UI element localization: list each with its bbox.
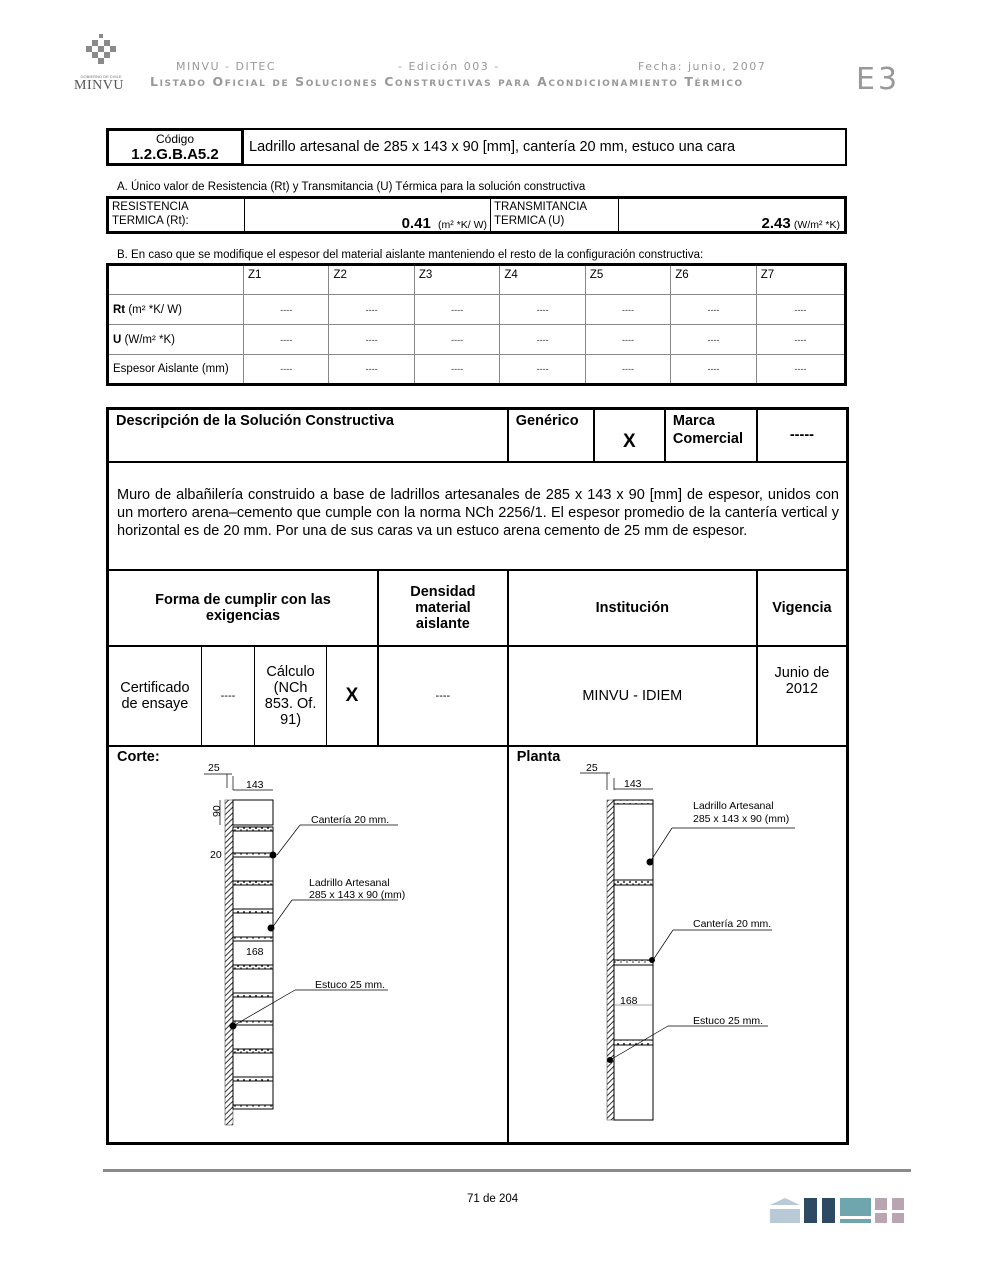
brand-label: Marca Comercial xyxy=(665,409,757,462)
calculo-value: X xyxy=(327,646,379,746)
header-date: Fecha: junio, 2007 xyxy=(638,60,767,73)
dim-168: 168 xyxy=(246,946,264,958)
cell: ---- xyxy=(414,355,499,385)
cell: ---- xyxy=(671,355,756,385)
solution-title: Ladrillo artesanal de 285 x 143 x 90 [mm], cantería 20 mm, estuco una cara xyxy=(242,128,847,166)
dim-90: 90 xyxy=(211,805,223,817)
cell: ---- xyxy=(244,355,329,385)
cell: ---- xyxy=(756,355,845,385)
dim-143: 143 xyxy=(246,779,264,791)
zone-table xyxy=(106,263,847,386)
cell: ---- xyxy=(329,325,414,355)
cell: ---- xyxy=(244,295,329,325)
dim-25: 25 xyxy=(586,762,598,774)
code-value: 1.2.G.B.A5.2 xyxy=(131,146,219,163)
zone-header: Z3 xyxy=(414,265,499,295)
row-label-rest: (m² *K/ W) xyxy=(125,303,182,316)
corner-cell xyxy=(108,265,244,295)
cell: ---- xyxy=(414,325,499,355)
estuco-marker-icon xyxy=(230,1023,237,1030)
dim-20: 20 xyxy=(210,849,222,861)
ladrillo-marker-icon xyxy=(647,859,654,866)
header-edition: - Edición 003 - xyxy=(398,60,500,73)
label-ladrillo-2: 285 x 143 x 90 (mm) xyxy=(693,813,790,825)
compliance-value-row xyxy=(108,646,848,746)
calculo-label: Cálculo (NCh 853. Of. 91) xyxy=(255,646,327,746)
description-header-row xyxy=(108,409,848,462)
code-box xyxy=(106,128,244,166)
institucion-value: MINVU - IDIEM xyxy=(508,646,757,746)
cell: ---- xyxy=(756,325,845,355)
u-label-2: TERMICA (U) xyxy=(494,215,565,227)
rt-label-1: RESISTENCIA xyxy=(112,201,189,213)
cell: ---- xyxy=(244,325,329,355)
vigencia-value: Junio de 2012 xyxy=(757,646,848,746)
row-label xyxy=(108,325,244,355)
planta-drawing xyxy=(580,760,810,1130)
label-canteria: Cantería 20 mm. xyxy=(311,814,390,826)
cell: ---- xyxy=(500,355,585,385)
corte-drawing xyxy=(200,760,430,1130)
label-ladrillo-1: Ladrillo Artesanal xyxy=(309,877,390,889)
col-vigencia: Vigencia xyxy=(757,570,848,646)
rt-label-cell xyxy=(109,199,245,231)
zone-header: Z5 xyxy=(585,265,670,295)
table-row xyxy=(108,325,846,355)
canteria-marker-icon xyxy=(649,957,655,963)
u-label-1: TRANSMITANCIA xyxy=(494,201,588,213)
cell: ---- xyxy=(756,295,845,325)
zone-header: Z7 xyxy=(756,265,845,295)
label-estuco: Estuco 25 mm. xyxy=(315,979,386,991)
section-a-label: A. Único valor de Resistencia (Rt) y Transmitancia (U) Térmica para la solución constructiva xyxy=(117,181,586,193)
cell: ---- xyxy=(585,355,670,385)
table-row xyxy=(108,295,846,325)
description-text: Muro de albañilería construido a base de ladrillos artesanales de 285 x 143 x 90 [mm] de espesor, unidos con un mortero arena–cemento que cumple con la norma NCh 2256/1. El espesor promedio de la cantería vertical y horizontal es de 20 mm. Por una de sus caras va un estuco arena cemento de 25 mm de espesor. xyxy=(108,462,848,570)
zone-header: Z6 xyxy=(671,265,756,295)
dim-168: 168 xyxy=(620,995,638,1007)
u-value: 2.43 xyxy=(761,215,791,232)
u-value-cell xyxy=(619,199,844,231)
cell: ---- xyxy=(585,325,670,355)
rt-value: 0.41 xyxy=(401,215,431,232)
header-org: MINVU - DITEC xyxy=(176,60,277,73)
minvu-logo xyxy=(70,32,132,94)
label-estuco: Estuco 25 mm. xyxy=(693,1015,764,1027)
rt-label-2: TERMICA (Rt): xyxy=(112,215,189,227)
planta-title: Planta xyxy=(516,748,561,765)
section-b-label: B. En caso que se modifique el espesor del material aislante manteniendo el resto de la configuración constructiva: xyxy=(117,249,704,261)
rt-value-cell xyxy=(245,199,491,231)
generic-label: Genérico xyxy=(508,409,594,462)
cell: ---- xyxy=(329,295,414,325)
page-number: 71 de 204 xyxy=(467,1193,519,1205)
label-canteria: Cantería 20 mm. xyxy=(693,918,772,930)
row-label-rest: (W/m² *K) xyxy=(121,333,175,346)
header-title: Listado Oficial de Soluciones Constructivas para Acondicionamiento Térmico xyxy=(150,74,744,89)
cell: ---- xyxy=(585,295,670,325)
logo-text: MINVU xyxy=(74,78,124,93)
certificado-label: Certificado de ensaye xyxy=(108,646,202,746)
col-institucion: Institución xyxy=(508,570,757,646)
generic-mark: X xyxy=(594,409,665,462)
cell: ---- xyxy=(500,325,585,355)
row-label xyxy=(108,295,244,325)
estuco-marker-icon xyxy=(607,1057,613,1063)
u-label-cell xyxy=(491,199,619,231)
cell: ---- xyxy=(500,295,585,325)
corte-title: Corte: xyxy=(117,748,160,765)
code-label: Código xyxy=(155,132,195,146)
thermal-values-table xyxy=(106,196,847,234)
cell: ---- xyxy=(414,295,499,325)
col-forma: Forma de cumplir con las exigencias xyxy=(108,570,379,646)
dim-143: 143 xyxy=(624,778,642,790)
zone-header-row xyxy=(108,265,846,295)
ladrillo-marker-icon xyxy=(268,925,275,932)
description-heading: Descripción de la Solución Constructiva xyxy=(108,409,508,462)
cell: ---- xyxy=(671,295,756,325)
cell: ---- xyxy=(671,325,756,355)
description-text-row xyxy=(108,462,848,570)
section-code: E3 xyxy=(856,62,901,97)
zone-header: Z4 xyxy=(500,265,585,295)
densidad-value: ---- xyxy=(378,646,508,746)
row-label-bold: Rt xyxy=(113,303,126,316)
col-densidad: Densidad material aislante xyxy=(378,570,508,646)
row-label xyxy=(108,355,244,385)
zone-header: Z2 xyxy=(329,265,414,295)
certificado-value: ---- xyxy=(201,646,254,746)
svg-text:GOBIERNO DE CHILE: GOBIERNO DE CHILE xyxy=(80,74,122,79)
table-row xyxy=(108,355,846,385)
footer-logo-icon xyxy=(770,1195,910,1230)
label-ladrillo-1: Ladrillo Artesanal xyxy=(693,800,774,812)
brand-value: ----- xyxy=(757,409,848,462)
zone-header: Z1 xyxy=(244,265,329,295)
u-unit: (W/m² *K) xyxy=(793,219,840,231)
rt-unit: (m² *K/ W) xyxy=(438,219,487,231)
row-label-rest: Espesor Aislante (mm) xyxy=(113,363,229,375)
label-ladrillo-2: 285 x 143 x 90 (mm) xyxy=(309,889,406,901)
dim-25: 25 xyxy=(208,762,220,774)
compliance-header-row xyxy=(108,570,848,646)
footer-divider xyxy=(103,1169,911,1172)
cell: ---- xyxy=(329,355,414,385)
row-label-bold: U xyxy=(113,333,122,346)
canteria-marker-icon xyxy=(270,852,277,859)
